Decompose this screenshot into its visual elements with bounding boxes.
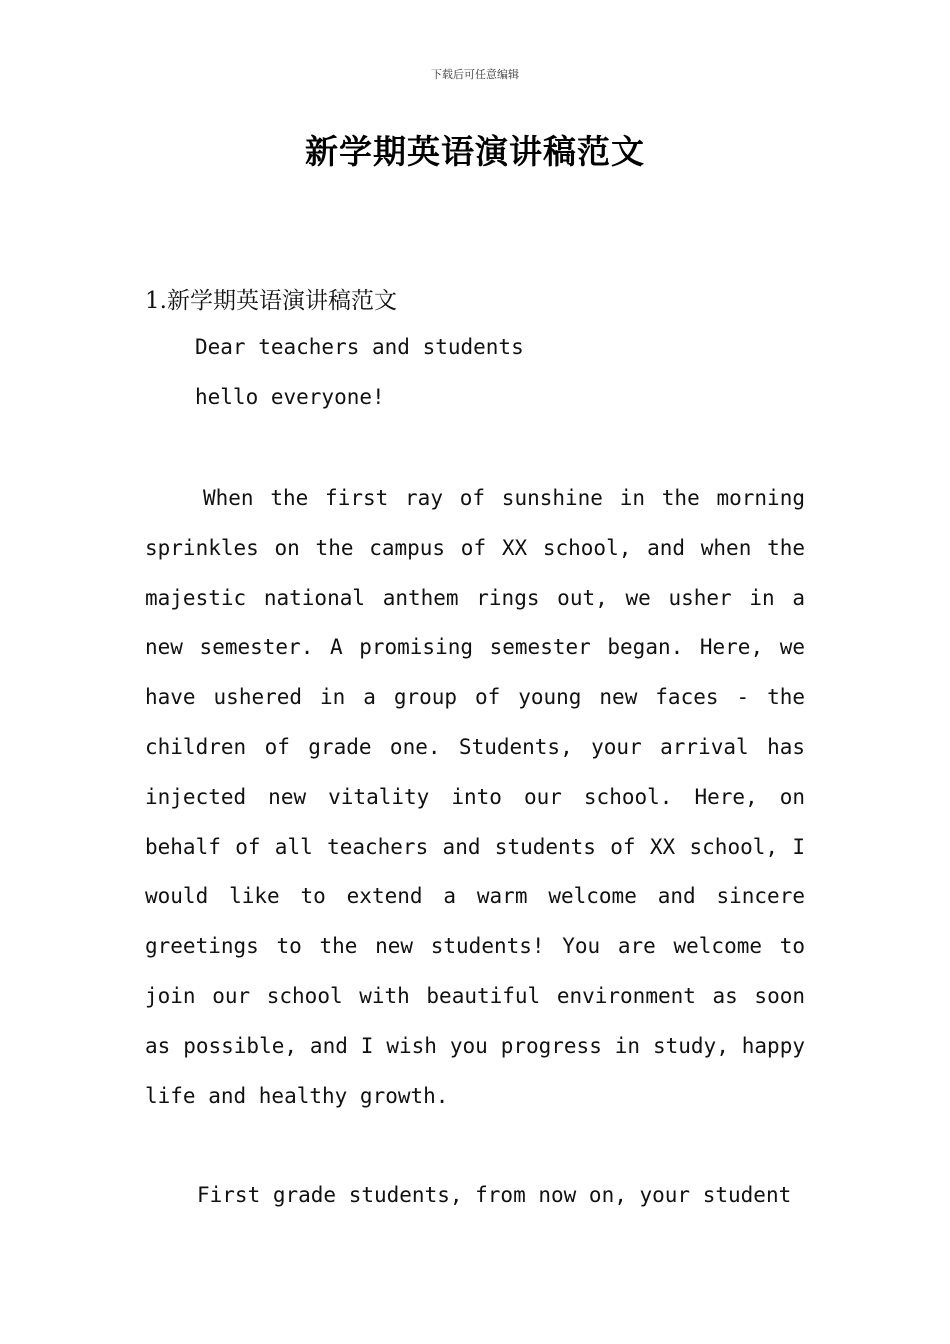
header-note: 下载后可任意编辑 [431, 68, 519, 81]
document-title: 新学期英语演讲稿范文 [305, 132, 645, 171]
greeting-line: Dear teachers and students [195, 335, 524, 359]
body-paragraph: When the first ray of sunshine in the morning sprinkles on the campus of XX school, and when the majestic national anthem rings out, we usher in a new semester. A promising semester began. Here, we have ushered in a group of young new faces - the children of grade one. Students, your arrival has injected new vitality into our school. Here, on behalf of all teachers and students of XX school, I would like to extend a warm welcome and sincere greetings to the new students! You are welcome to join our school with beautiful environment as soon as possible, and I wish you progress in study, happy life and healthy growth. [145, 486, 805, 1108]
hello-line: hello everyone! [195, 385, 385, 409]
section-heading: 1.新学期英语演讲稿范文 [145, 288, 397, 314]
body-paragraph: First grade students, from now on, your student [197, 1183, 792, 1207]
